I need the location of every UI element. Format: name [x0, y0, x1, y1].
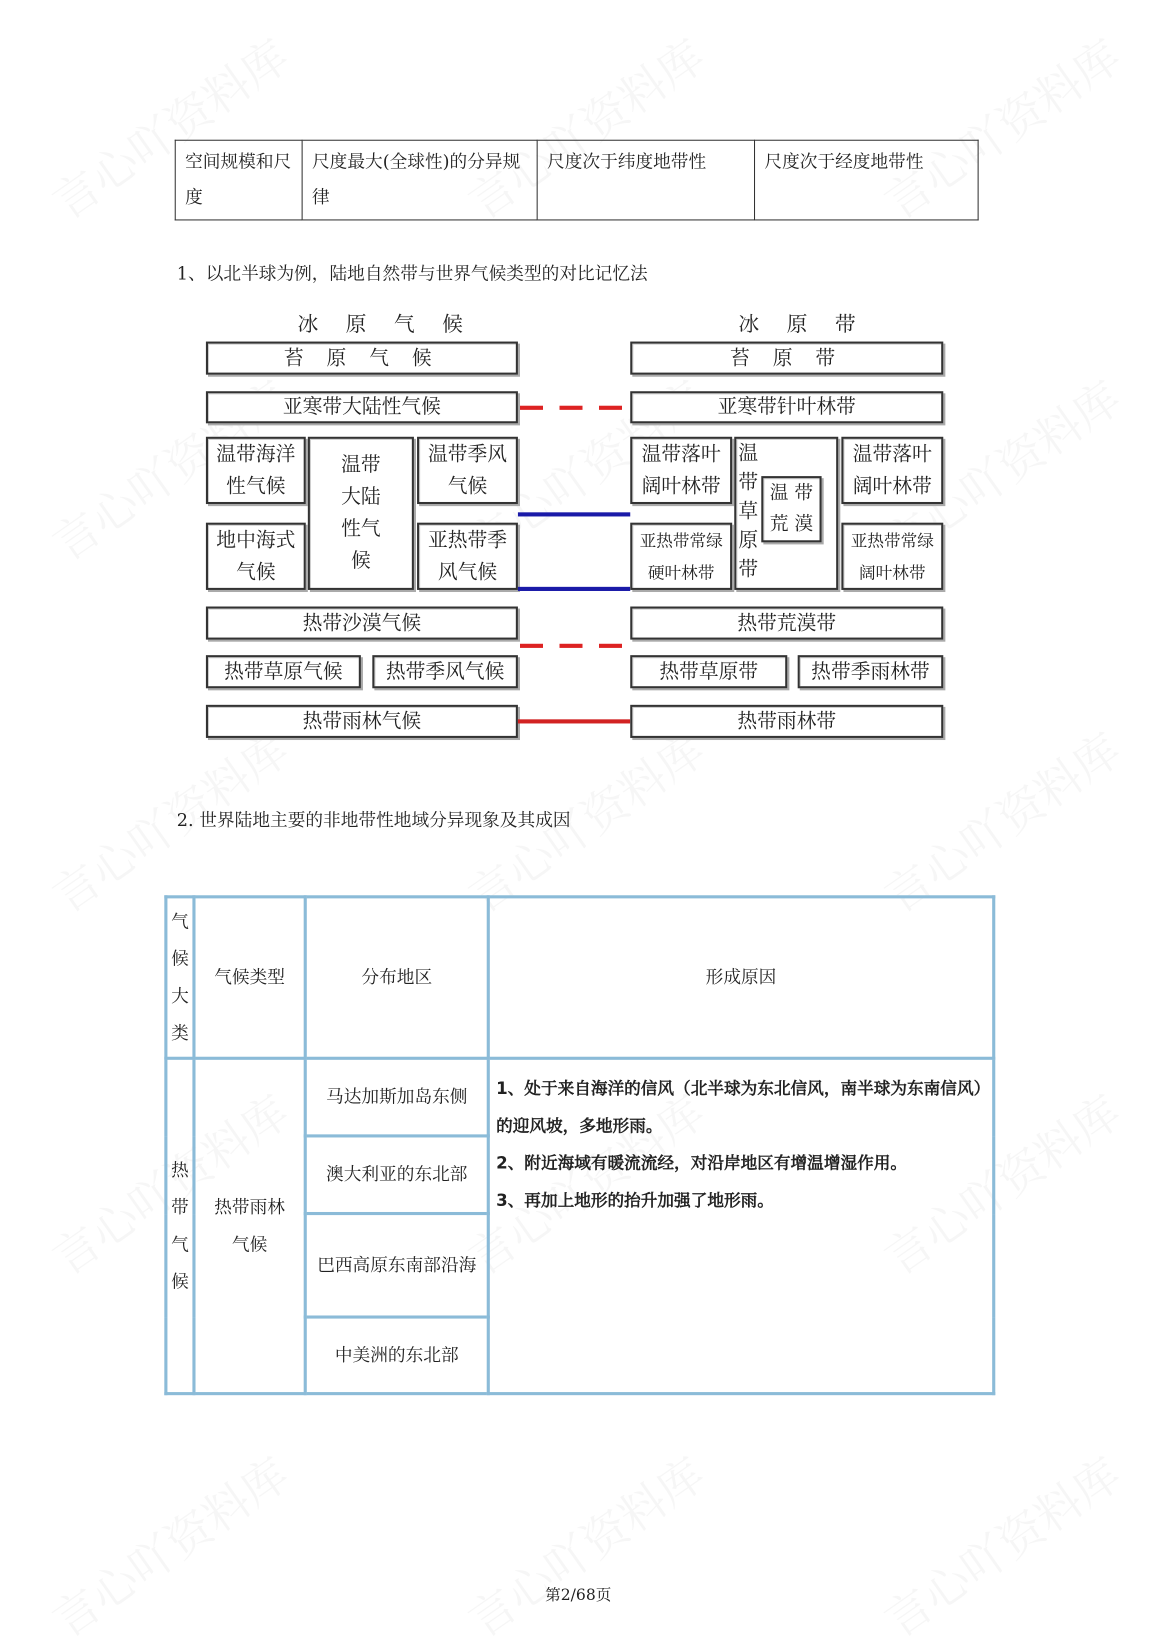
box-mediterranean: 地中海式气候 [206, 523, 306, 590]
box-tropical-monsoon-forest: 热带季雨林带 [798, 655, 944, 688]
region-cell: 马达加斯加岛东侧 [305, 1058, 488, 1136]
cause-item: 2、附近海域有暖流流经，对沿岸地区有增温增湿作用。 [496, 1152, 908, 1173]
section-heading-1: 1、以北半球为例，陆地自然带与世界气候类型的对比记忆法 [176, 263, 648, 285]
category-cell [166, 1058, 194, 1393]
region-cell: 巴西高原东南部沿海 [305, 1214, 488, 1318]
header-category [166, 897, 194, 1058]
watermark [869, 1439, 1132, 1650]
box-tropical-savanna-climate: 热带草原气候 [206, 655, 361, 688]
header-region: 分布地区 [305, 897, 488, 1058]
azonal-differentiation-table [164, 895, 995, 1395]
box-tundra-zone: 苔 原 带 [630, 342, 943, 375]
blue-connector [518, 512, 630, 516]
type-cell [194, 1058, 305, 1393]
table-cell: 尺度次于经度地带性 [755, 140, 979, 220]
red-solid-connector [518, 719, 630, 723]
watermark [453, 1439, 716, 1650]
left-title: 冰 原 气 候 [297, 311, 474, 337]
header-type: 气候类型 [194, 897, 305, 1058]
red-dashed-connector [520, 644, 630, 648]
type-text: 热带雨林气候 [214, 1196, 285, 1255]
box-tropical-rainforest-zone: 热带雨林带 [630, 705, 943, 738]
box-tropical-savanna-zone: 热带草原带 [630, 655, 787, 688]
box-tropical-desert-zone: 热带荒漠带 [630, 607, 943, 640]
category-text: 热带气候 [171, 1159, 189, 1293]
watermark [37, 1439, 300, 1650]
box-temperate-deciduous-2: 温带落叶阔叶林带 [841, 437, 943, 504]
box-taiga-zone: 亚寒带针叶林带 [630, 391, 943, 423]
box-subtropical-monsoon: 亚热带季风气候 [417, 523, 518, 590]
box-tropical-monsoon-climate: 热带季风气候 [372, 655, 518, 688]
box-subtropical-evergreen: 亚热带常绿阔叶林带 [841, 523, 943, 590]
region-cell: 中美洲的东北部 [305, 1317, 488, 1394]
box-tropical-desert-climate: 热带沙漠气候 [206, 607, 518, 640]
box-subtropical-sclerophyll: 亚热带常绿硬叶林带 [630, 523, 732, 590]
box-tropical-rainforest-climate: 热带雨林气候 [206, 705, 518, 738]
watermark [869, 714, 1132, 925]
table-cell: 尺度次于纬度地带性 [537, 140, 754, 220]
section-heading-2: 2. 世界陆地主要的非地带性地域分异现象及其成因 [176, 810, 571, 832]
right-title: 冰 原 带 [738, 311, 867, 337]
page-number: 第2/68页 [545, 1585, 612, 1605]
box-temperate-deciduous-1: 温带落叶阔叶林带 [630, 437, 732, 504]
cause-item: 3、再加上地形的抬升加强了地形雨。 [496, 1190, 774, 1210]
scale-comparison-table [175, 140, 979, 221]
box-temperate-continental: 温带大陆性气候 [308, 437, 414, 590]
box-temperate-grassland: 温带草原带 [734, 437, 838, 590]
table-row [166, 1058, 994, 1136]
header-text: 气候大类 [171, 911, 189, 1044]
red-dashed-connector [520, 406, 630, 410]
box-subarctic-climate: 亚寒带大陆性气候 [206, 391, 518, 423]
table-header-row [166, 897, 994, 1058]
table-row [175, 140, 978, 220]
cause-cell [488, 1058, 993, 1393]
blue-connector [518, 587, 630, 591]
region-cell: 澳大利亚的东北部 [305, 1136, 488, 1214]
box-tundra-climate: 苔 原 气 候 [206, 342, 518, 375]
table-cell: 尺度最大(全球性)的分异规律 [302, 140, 537, 220]
box-temperate-marine: 温带海洋性气候 [206, 437, 306, 504]
table-cell: 空间规模和尺度 [175, 140, 302, 220]
header-cause: 形成原因 [488, 897, 993, 1058]
box-temperate-desert: 温 带 荒 漠 [761, 476, 821, 542]
box-temperate-monsoon: 温带季风气候 [417, 437, 518, 504]
cause-item: 1、处于来自海洋的信风（北半球为东北信风，南半球为东南信风）的迎风坡，多地形雨。 [496, 1078, 982, 1136]
